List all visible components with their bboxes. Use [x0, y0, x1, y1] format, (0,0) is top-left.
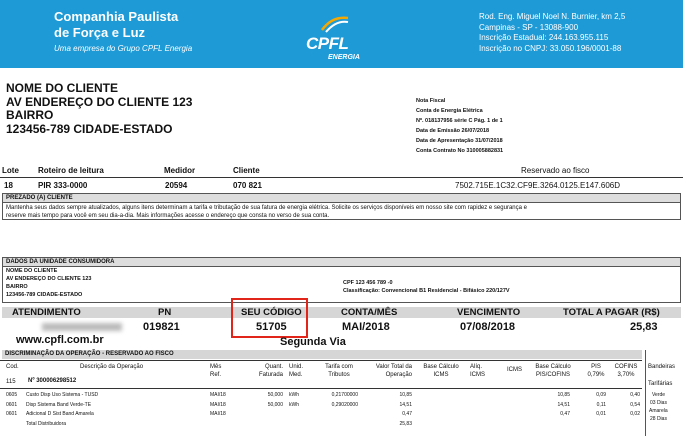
reservado-label: Reservado ao fisco	[521, 166, 590, 175]
pn-label: PN	[158, 307, 172, 318]
table-cell-cod: 0601	[6, 411, 18, 417]
band-item: Amarela	[649, 408, 668, 414]
fiscal-info: Nota Fiscal Conta de Energia Elétrica Nº. 018137956 série C Pág. 1 de 1 Data de Emissão 26/07/2018 Data de Apresentação 31/07/2018 Conta Contrato No 310005882831	[416, 98, 504, 154]
total-value: 25,83	[630, 321, 658, 333]
divider	[0, 177, 683, 178]
col-mes: Mês Ref.	[210, 364, 222, 378]
table-cell-valor: 14,51	[399, 401, 412, 408]
roteiro-value: PIR 333-0000	[38, 181, 88, 190]
table-cell-tarifa: 0,29020000	[331, 401, 358, 408]
pn-value: 019821	[143, 321, 180, 333]
table-cell-desc: Total Distribuidora	[26, 420, 67, 427]
lote-label: Lote	[2, 166, 19, 175]
roteiro-label: Roteiro de leitura	[38, 166, 104, 175]
lote-value: 18	[4, 181, 13, 190]
table-cell-quant: 50,000	[267, 401, 283, 408]
table-cell-unid: kWh	[289, 392, 299, 398]
codigo-value: 51705	[256, 321, 287, 333]
medidor-value: 20594	[165, 181, 188, 190]
col-unid: Unid. Med.	[289, 364, 304, 378]
reservado-value: 7502.715E.1C32.CF9E.3264.0125.E147.606D	[455, 181, 621, 190]
divider	[0, 360, 642, 361]
notice-box	[2, 193, 681, 220]
col-aliq: Alíq. ICMS	[470, 364, 485, 378]
table-cell-cod: 0601	[6, 401, 18, 408]
table-cell-desc: Adicional D Sist Band Amarela	[26, 411, 94, 417]
table-cell-cofins: 0,40	[630, 392, 640, 398]
website-link[interactable]: www.cpfl.com.br	[16, 334, 104, 346]
table-cell-valor: 25,83	[399, 420, 412, 427]
table-cell-desc: Custo Disp Uso Sistema - TUSD	[26, 392, 99, 398]
table-cell-quant: 50,000	[267, 392, 283, 398]
col-valor: Valor Total da Operação	[375, 364, 412, 378]
col-icms: ICMS	[507, 367, 522, 373]
table-cell-desc: Disp Sistema Band Verde-TE	[26, 401, 92, 408]
col-cofins: COFINS 3,70%	[614, 364, 638, 378]
header-bar	[0, 0, 683, 68]
vencimento-value: 07/08/2018	[460, 321, 516, 333]
col-tarifa: Tarifa com Tributos	[325, 364, 353, 378]
company-tagline: Uma empresa do Grupo CPFL Energia	[54, 44, 193, 53]
table-cell-valor: 10,85	[399, 392, 412, 398]
atendimento-label: ATENDIMENTO	[12, 307, 81, 318]
logo-swoosh-icon	[320, 14, 350, 34]
unit-address: NOME DO CLIENTE AV ENDEREÇO DO CLIENTE 123 BAIRRO 123456-789 CIDADE-ESTADO	[6, 268, 92, 298]
medidor-label: Medidor	[164, 166, 196, 175]
client-district: BAIRRO	[6, 108, 54, 122]
client-address-block	[6, 82, 192, 136]
company-address: Rod. Eng. Miguel Noel N. Burnier, km 2,5 Campinas - SP - 13088-900 Inscrição Estadual: 244.163.955.115 Inscrição no CNPJ: 33.050.196/0001-88	[479, 12, 626, 53]
conta-value: MAI/2018	[342, 321, 390, 333]
codigo-label: SEU CÓDIGO	[241, 307, 302, 318]
col-desc: Descrição da Operação	[80, 364, 144, 370]
col-cod: Cod.	[6, 364, 19, 370]
atendimento-redacted	[42, 323, 122, 331]
discriminacao-title: DISCRIMINAÇÃO DA OPERAÇÃO - RESERVADO AO FISCO	[2, 350, 642, 359]
table-cell-mes: MAI/18	[210, 392, 226, 398]
client-name: NOME DO CLIENTE	[6, 81, 119, 95]
col-quant: Quant. Faturada	[258, 364, 283, 378]
unit-title: DADOS DA UNIDADE CONSUMIDORA	[3, 258, 680, 267]
table-cell-mes: MAI/18	[210, 401, 226, 408]
band-item: 03 Dias	[650, 400, 667, 406]
logo-text: CPFL	[306, 34, 349, 53]
logo-subtext: ENERGIA	[328, 54, 360, 61]
col-pis: PIS 0,79%	[587, 364, 605, 378]
conta-label: CONTA/MÊS	[341, 307, 398, 318]
notice-text: Mantenha seus dados sempre atualizados, alguns itens determinam a tarifa e tributação de sua fatura de energia elétrica. Solicite os serviços disponíveis em nosso site com rapidez e segurança e reserve mais tempo para você em seu dia-a-dia. Mais informações acesse o endereço que consta no verso de sua conta.	[6, 205, 527, 219]
table-cell-cofins: 0,02	[630, 411, 640, 417]
table-cell-pis: 0,01	[596, 411, 606, 417]
table-cell-cofins: 0,54	[630, 401, 640, 408]
unit-classification: CPF 123 456 789 -0 Classificação: Convencional B1 Residencial - Bifásico 220/127V	[343, 280, 510, 294]
band-item: Verde	[652, 392, 666, 398]
client-city: 123456-789 CIDADE-ESTADO	[6, 121, 173, 136]
band-item: 28 Dias	[650, 416, 667, 422]
vencimento-label: VENCIMENTO	[457, 307, 521, 318]
notice-title: PREZADO (A) CLIENTE	[3, 194, 680, 203]
segunda-via-label: Segunda Via	[280, 336, 346, 348]
table-cell-valor: 0,47	[402, 411, 412, 417]
col-base: Base Cálculo ICMS	[423, 364, 459, 378]
col-base-pis: Base Cálculo PIS/COFINS	[535, 364, 571, 378]
table-cell-base: 10,85	[557, 392, 570, 398]
divider	[0, 388, 642, 389]
unit-box	[2, 257, 681, 303]
table-cell-pis: 0,11	[596, 401, 606, 408]
cpfl-logo	[300, 14, 370, 64]
table-cell-unid: kWh	[289, 401, 299, 408]
total-label: TOTAL A PAGAR (R$)	[563, 307, 660, 318]
company-name: Companhia Paulista de Força e Luz	[54, 9, 179, 40]
table-cell-pis: 0,09	[596, 392, 606, 398]
cliente-value: 070 821	[233, 181, 262, 190]
table-cell-base: 14,51	[557, 401, 570, 408]
bandeiras-box	[645, 350, 682, 436]
cliente-label: Cliente	[233, 166, 260, 175]
cfop-number: Nº 300006298512	[28, 378, 77, 384]
tarifarias-title: Tarifárias	[648, 381, 673, 387]
client-street: AV ENDEREÇO DO CLIENTE 123	[6, 94, 193, 109]
table-cell-cod: 0605	[6, 392, 18, 398]
table-cell-mes: MAI/18	[210, 411, 226, 417]
cfop-code: 115	[6, 379, 16, 385]
bandeiras-title: Bandeiras	[648, 364, 676, 370]
table-cell-base: 0,47	[560, 411, 570, 417]
table-cell-tarifa: 0,21700000	[331, 392, 358, 398]
codigo-highlight-box	[231, 298, 308, 338]
